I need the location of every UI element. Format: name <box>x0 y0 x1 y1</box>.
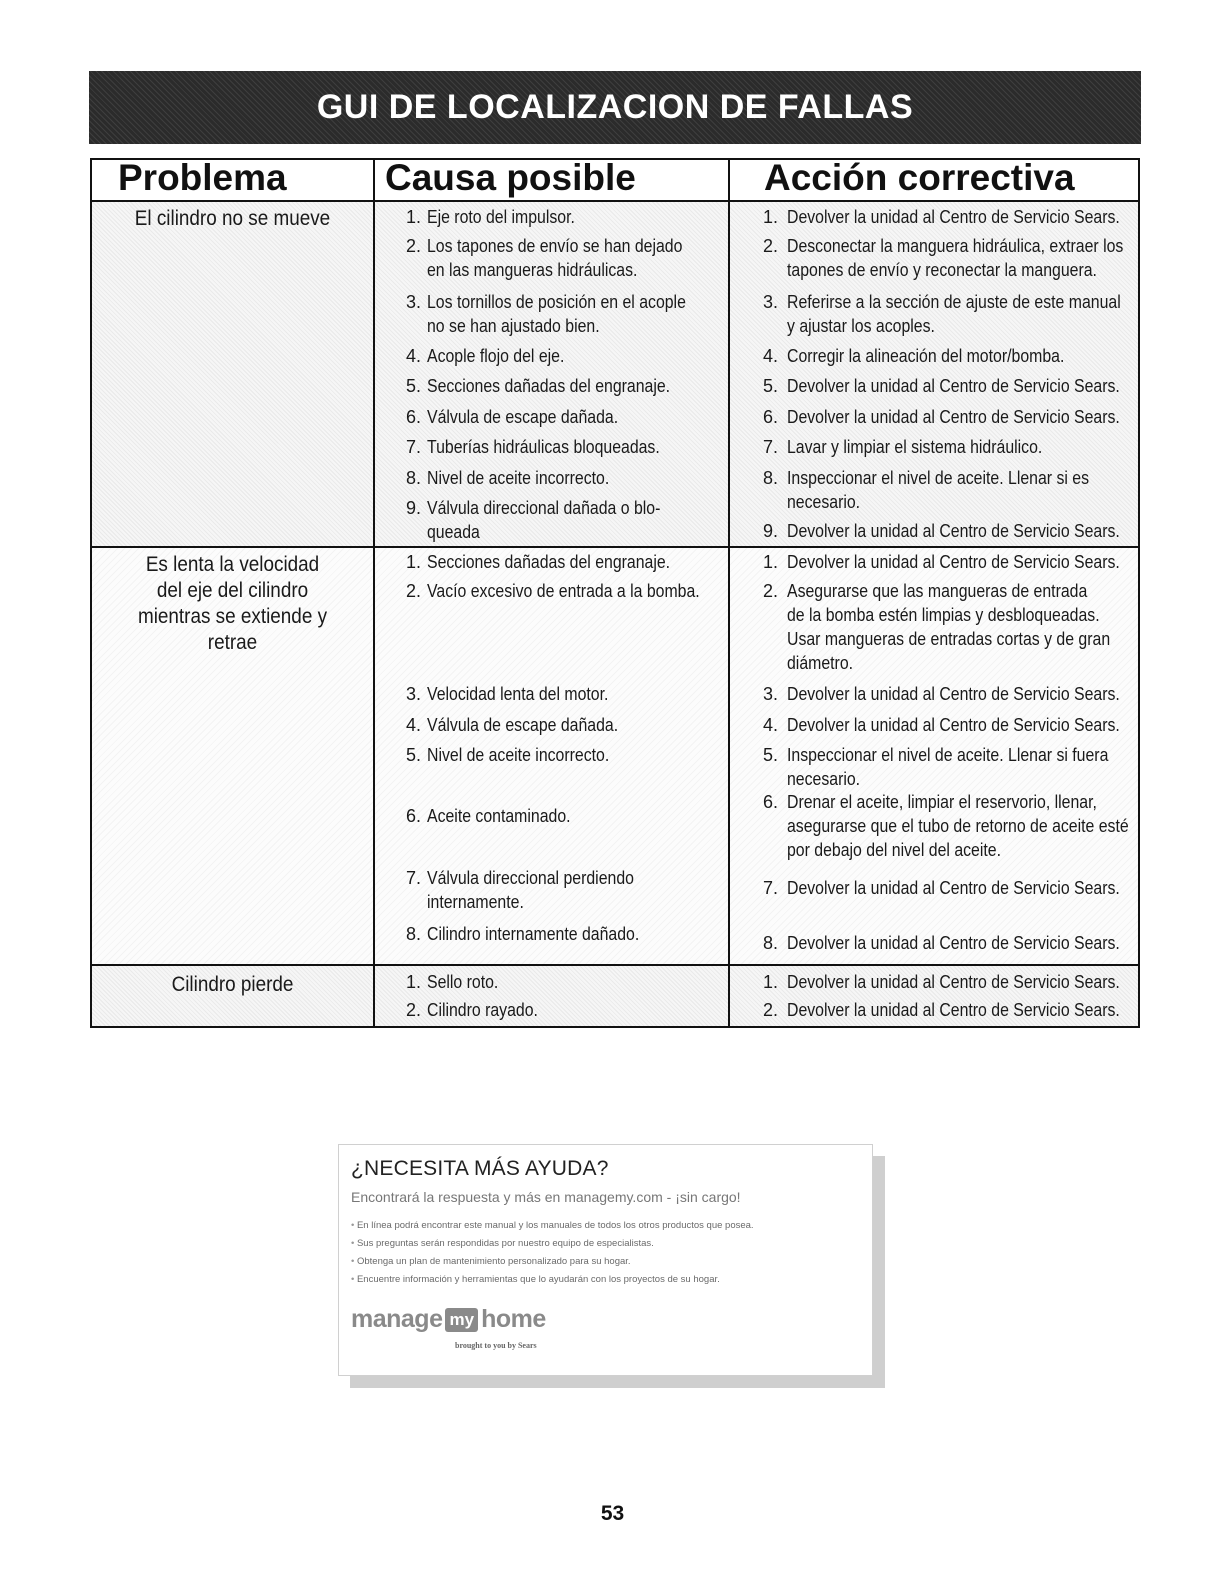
cause-cell <box>373 548 728 964</box>
help-bullet: • Encuentre información y herramientas que lo ayudarán con los proyectos de su hogar. <box>351 1271 872 1289</box>
action-item: 2. Devolver la unidad al Centro de Servicio Sears. <box>763 1000 1120 1020</box>
cause-item: 2. Vacío excesivo de entrada a la bomba. <box>406 581 700 601</box>
action-item: 4. Corregir la alineación del motor/bomba. <box>763 346 1065 366</box>
action-item: 2. Asegurarse que las mangueras de entrada de la bomba estén limpias y desbloqueadas. Usar mangueras de entradas cortas y de gran diámetro. <box>763 581 1111 673</box>
help-subtitle: Encontrará la respuesta y más en managemy.com - ¡sin cargo! <box>351 1189 741 1205</box>
cause-item: 5. Secciones dañadas del engranaje. <box>406 376 671 396</box>
table-section <box>92 202 1138 546</box>
action-item: 1. Devolver la unidad al Centro de Servicio Sears. <box>763 972 1120 992</box>
action-item: 9. Devolver la unidad al Centro de Servicio Sears. <box>763 521 1120 541</box>
cause-item: 5. Nivel de aceite incorrecto. <box>406 745 610 765</box>
help-title: ¿NECESITA MÁS AYUDA? <box>351 1157 609 1180</box>
action-item: 7. Devolver la unidad al Centro de Servicio Sears. <box>763 878 1120 898</box>
page-number: 53 <box>600 1502 625 1525</box>
action-item: 6. Devolver la unidad al Centro de Servicio Sears. <box>763 407 1120 427</box>
action-cell <box>728 966 1138 1026</box>
troubleshooting-table <box>90 158 1140 1028</box>
cause-item: 3. Velocidad lenta del motor. <box>406 684 609 704</box>
cause-item: 1. Eje roto del impulsor. <box>406 207 575 227</box>
cause-item: 8. Nivel de aceite incorrecto. <box>406 468 610 488</box>
table-section <box>92 964 1138 1026</box>
help-bullet: • En línea podrá encontrar este manual y los manuales de todos los otros productos que posea. <box>351 1217 872 1235</box>
action-item: 5. Devolver la unidad al Centro de Servicio Sears. <box>763 376 1120 396</box>
cause-item: 2. Los tapones de envío se han dejado en las mangueras hidráulicas. <box>406 236 683 280</box>
action-item: 6. Drenar el aceite, limpiar el reservorio, llenar, asegurarse que el tubo de retorno de aceite esté por debajo del nivel del aceite. <box>763 792 1129 860</box>
action-item: 1. Devolver la unidad al Centro de Servicio Sears. <box>763 207 1120 227</box>
cause-item: 3. Los tornillos de posición en el acople no se han ajustado bien. <box>406 292 686 336</box>
logo-word-home: home <box>481 1305 546 1333</box>
header-action: Acción correctiva <box>728 160 1138 200</box>
cause-item: 4. Acople flojo del eje. <box>406 346 565 366</box>
problem-text: Es lenta la velocidad del eje del cilindro mientras se extiende y retrae <box>137 553 328 654</box>
cause-item: 1. Sello roto. <box>406 972 499 992</box>
action-cell <box>728 548 1138 964</box>
page-banner <box>89 71 1141 144</box>
action-item: 3. Referirse a la sección de ajuste de este manual y ajustar los acoples. <box>763 292 1121 336</box>
cause-item: 2. Cilindro rayado. <box>406 1000 538 1020</box>
cause-item: 6. Válvula de escape dañada. <box>406 407 619 427</box>
action-item: 5. Inspeccionar el nivel de aceite. Llenar si fuera necesario. <box>763 745 1109 789</box>
cause-item: 7. Tuberías hidráulicas bloqueadas. <box>406 437 660 457</box>
problem-text: El cilindro no se mueve <box>134 207 331 230</box>
action-item: 8. Devolver la unidad al Centro de Servicio Sears. <box>763 933 1120 953</box>
table-header-row <box>92 160 1138 202</box>
problem-cell <box>92 202 373 546</box>
cause-item: 4. Válvula de escape dañada. <box>406 715 619 735</box>
action-item: 3. Devolver la unidad al Centro de Servicio Sears. <box>763 684 1120 704</box>
help-bullet: • Obtenga un plan de mantenimiento personalizado para su hogar. <box>351 1253 872 1271</box>
managemyhome-logo <box>351 1305 872 1334</box>
cause-item: 6. Aceite contaminado. <box>406 806 571 826</box>
logo-word-manage: manage <box>351 1305 443 1333</box>
page-title: GUI DE LOCALIZACION DE FALLAS <box>316 88 914 126</box>
logo-tagline: brought to you by Sears <box>455 1341 537 1350</box>
header-cause: Causa posible <box>373 160 728 200</box>
problem-text: Cilindro pierde <box>171 973 294 996</box>
header-problem: Problema <box>118 160 287 198</box>
action-item: 1. Devolver la unidad al Centro de Servicio Sears. <box>763 552 1120 572</box>
logo-word-my: my <box>445 1308 478 1332</box>
action-item: 2. Desconectar la manguera hidráulica, extraer los tapones de envío y reconectar la manguera. <box>763 236 1124 280</box>
cause-item: 8. Cilindro internamente dañado. <box>406 924 640 944</box>
help-box <box>338 1144 873 1376</box>
table-section <box>92 546 1138 964</box>
cause-cell <box>373 966 728 1026</box>
action-item: 4. Devolver la unidad al Centro de Servicio Sears. <box>763 715 1120 735</box>
action-item: 8. Inspeccionar el nivel de aceite. Llenar si es necesario. <box>763 468 1090 512</box>
cause-item: 9. Válvula direccional dañada o blo- queada <box>406 498 661 542</box>
problem-cell <box>92 548 373 964</box>
cause-cell <box>373 202 728 546</box>
help-bullet-list <box>351 1217 872 1289</box>
cause-item: 1. Secciones dañadas del engranaje. <box>406 552 671 572</box>
action-item: 7. Lavar y limpiar el sistema hidráulico. <box>763 437 1043 457</box>
problem-cell <box>92 966 373 1026</box>
action-cell <box>728 202 1138 546</box>
cause-item: 7. Válvula direccional perdiendo internamente. <box>406 868 634 912</box>
help-bullet: • Sus preguntas serán respondidas por nuestro equipo de especialistas. <box>351 1235 872 1253</box>
